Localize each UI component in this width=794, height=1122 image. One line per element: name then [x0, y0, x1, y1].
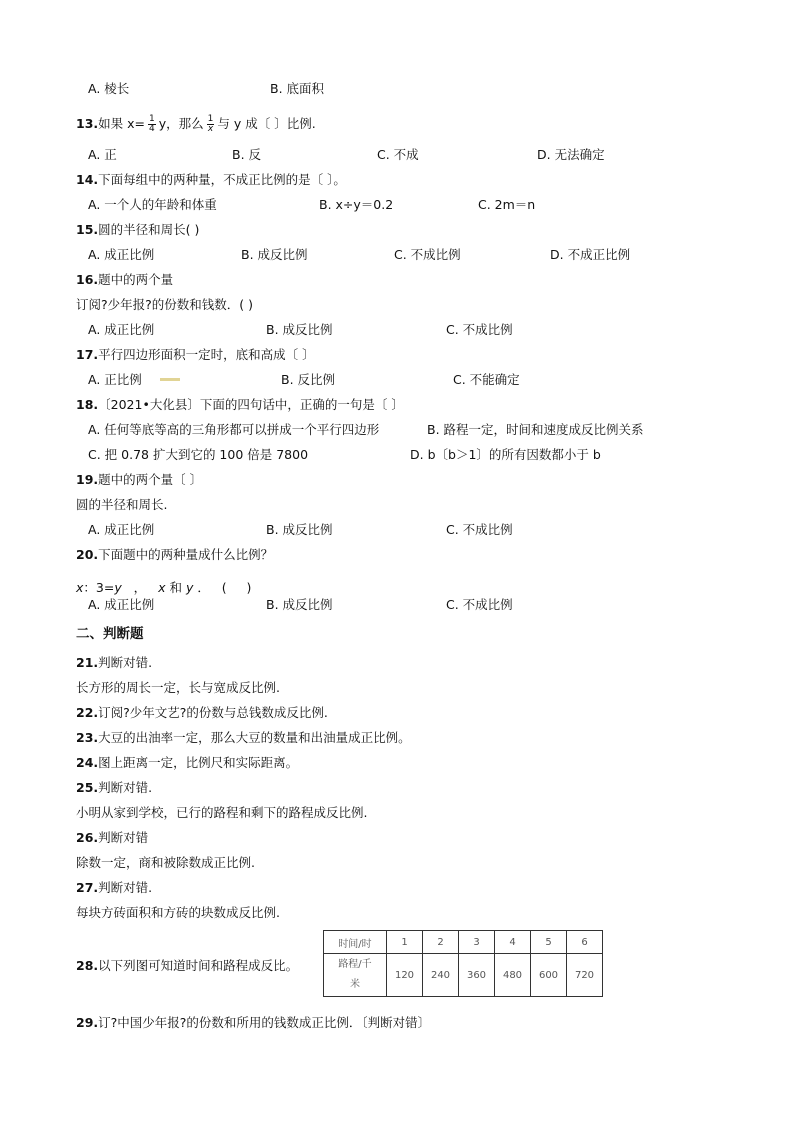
question-16: [76, 272, 173, 288]
table-cell: 360: [459, 954, 495, 997]
question-16-sub: 订阅?少年报?的份数和钱数．( ): [76, 297, 253, 312]
question-27: [76, 880, 152, 896]
q16-option-b[interactable]: B. 成反比例: [266, 322, 333, 337]
question-21-sub: 长方形的周长一定，长与宽成反比例.: [76, 680, 280, 695]
table-cell: 3: [459, 931, 495, 954]
q13-option-a[interactable]: A. 正: [88, 147, 117, 162]
question-28: [76, 958, 298, 974]
ink-smear: [160, 378, 180, 381]
q17-option-a[interactable]: A. 正比例: [88, 372, 142, 387]
table-cell: 240: [423, 954, 459, 997]
question-20: [76, 547, 273, 563]
question-text-part: 与 y 成〔 〕比例.: [217, 116, 316, 131]
q18-option-d[interactable]: D. b〔b＞1〕的所有因数都小于 b: [410, 447, 601, 462]
q15-option-a[interactable]: A. 成正比例: [88, 247, 155, 262]
q14-option-a[interactable]: A. 一个人的年龄和体重: [88, 197, 217, 212]
q17-option-b[interactable]: B. 反比例: [281, 372, 336, 387]
question-23: [76, 730, 411, 746]
question-14: [76, 172, 346, 188]
question-21: [76, 655, 152, 671]
table-cell: 5: [531, 931, 567, 954]
question-text-part: y，那么: [158, 116, 204, 131]
q18-option-b[interactable]: B. 路程一定，时间和速度成反比例关系: [427, 422, 644, 437]
q12-option-b[interactable]: B. 底面积: [270, 81, 325, 96]
question-number: 13.: [76, 116, 99, 131]
fraction-numerator: 1: [149, 114, 155, 124]
fraction-numerator: 1: [207, 114, 214, 124]
question-26-sub: 除数一定，商和被除数成正比例.: [76, 855, 255, 870]
fraction-denominator: x: [207, 124, 214, 134]
expr-part: ：3=: [83, 580, 115, 595]
time-distance-table: [323, 930, 603, 997]
question-number: 29.: [76, 1015, 99, 1030]
question-number: 28.: [76, 958, 99, 973]
question-text: 图上距离一定，比例尺和实际距离。: [98, 755, 299, 770]
table-header-cell: [324, 954, 387, 997]
table-header-line: 米: [350, 979, 360, 990]
table-cell: 720: [567, 954, 603, 997]
question-text: 下面题中的两种量成什么比例？: [98, 547, 274, 562]
q14-option-c[interactable]: C. 2m＝n: [478, 197, 536, 212]
question-20-expression: [76, 580, 251, 596]
q20-option-b[interactable]: B. 成反比例: [266, 597, 333, 612]
question-24: [76, 755, 298, 771]
table-header-line: 路程/千: [338, 959, 372, 970]
table-cell: 2: [423, 931, 459, 954]
question-text: 以下列图可知道时间和路程成反比。: [98, 958, 299, 973]
q20-option-a[interactable]: A. 成正比例: [88, 597, 155, 612]
question-text: 〔2021•大化县〕下面的四句话中，正确的一句是〔 〕: [98, 397, 404, 412]
table-cell: 4: [495, 931, 531, 954]
fraction: [207, 115, 215, 134]
question-text: 题中的两个量〔 〕: [98, 472, 203, 487]
q13-option-c[interactable]: C. 不成: [377, 147, 419, 162]
expr-part: ，: [121, 580, 159, 595]
question-text: 订?中国少年报?的份数和所用的钱数成正比例．〔判断对错〕: [98, 1015, 431, 1030]
question-18: [76, 397, 404, 413]
question-text: 圆的半径和周长( ): [98, 222, 200, 237]
question-19-sub: 圆的半径和周长.: [76, 497, 168, 512]
question-text: 判断对错.: [98, 780, 153, 795]
variable-x: x: [76, 580, 84, 595]
table-cell: 6: [567, 931, 603, 954]
question-15: [76, 222, 199, 238]
question-26: [76, 830, 148, 846]
question-text: 题中的两个量: [98, 272, 174, 287]
q14-option-b[interactable]: B. x÷y＝0.2: [319, 197, 394, 212]
question-13: [76, 115, 316, 134]
table-header-cell: 时间/时: [324, 931, 387, 954]
question-text: 下面每组中的两种量，不成正比例的是〔 〕。: [98, 172, 346, 187]
question-number: 27.: [76, 880, 99, 895]
q13-option-d[interactable]: D. 无法确定: [537, 147, 605, 162]
question-19: [76, 472, 202, 488]
expr-part: 和: [165, 580, 186, 595]
question-number: 16.: [76, 272, 99, 287]
table-row: [324, 954, 603, 997]
q17-option-c[interactable]: C. 不能确定: [453, 372, 520, 387]
question-text: 判断对错.: [98, 655, 153, 670]
q15-option-b[interactable]: B. 成反比例: [241, 247, 308, 262]
question-25: [76, 780, 152, 796]
fraction: [148, 115, 156, 134]
question-17: [76, 347, 315, 363]
question-number: 17.: [76, 347, 99, 362]
question-number: 18.: [76, 397, 99, 412]
question-text: 平行四边形面积一定时，底和高成〔 〕: [98, 347, 315, 362]
question-number: 26.: [76, 830, 99, 845]
question-number: 15.: [76, 222, 99, 237]
question-text: 大豆的出油率一定，那么大豆的数量和出油量成正比例。: [98, 730, 411, 745]
table-cell: 480: [495, 954, 531, 997]
question-number: 24.: [76, 755, 99, 770]
q18-option-c[interactable]: C. 把 0.78 扩大到它的 100 倍是 7800: [88, 447, 309, 462]
question-number: 20.: [76, 547, 99, 562]
q15-option-c[interactable]: C. 不成比例: [394, 247, 461, 262]
expr-part: ． ( ): [193, 580, 252, 595]
q20-option-c[interactable]: C. 不成比例: [446, 597, 513, 612]
question-number: 23.: [76, 730, 99, 745]
fraction-denominator: 4: [149, 124, 155, 134]
question-number: 19.: [76, 472, 99, 487]
question-22: [76, 705, 328, 721]
q19-option-c[interactable]: C. 不成比例: [446, 522, 513, 537]
q16-option-c[interactable]: C. 不成比例: [446, 322, 513, 337]
question-25-sub: 小明从家到学校，已行的路程和剩下的路程成反比例.: [76, 805, 368, 820]
table-cell: 1: [387, 931, 423, 954]
q18-option-a[interactable]: A. 任何等底等高的三角形都可以拼成一个平行四边形: [88, 422, 380, 437]
question-number: 22.: [76, 705, 99, 720]
section-heading: 二、判断题: [76, 626, 144, 642]
question-text: 判断对错: [98, 830, 149, 845]
table-cell: 600: [531, 954, 567, 997]
question-number: 14.: [76, 172, 99, 187]
question-text: 订阅?少年文艺?的份数与总钱数成反比例.: [98, 705, 328, 720]
table-row: [324, 931, 603, 954]
q13-option-b[interactable]: B. 反: [232, 147, 262, 162]
q19-option-a[interactable]: A. 成正比例: [88, 522, 155, 537]
question-number: 21.: [76, 655, 99, 670]
variable-y: y: [114, 580, 122, 595]
question-number: 25.: [76, 780, 99, 795]
q15-option-d[interactable]: D. 不成正比例: [550, 247, 631, 262]
q19-option-b[interactable]: B. 成反比例: [266, 522, 333, 537]
question-29: [76, 1015, 430, 1031]
question-27-sub: 每块方砖面积和方砖的块数成反比例.: [76, 905, 280, 920]
variable-x: x: [158, 580, 166, 595]
q16-option-a[interactable]: A. 成正比例: [88, 322, 155, 337]
table-cell: 120: [387, 954, 423, 997]
variable-y: y: [185, 580, 194, 595]
q12-option-a[interactable]: A. 棱长: [88, 81, 130, 96]
question-text: 判断对错.: [98, 880, 153, 895]
question-text-part: 如果 x=: [98, 116, 146, 131]
